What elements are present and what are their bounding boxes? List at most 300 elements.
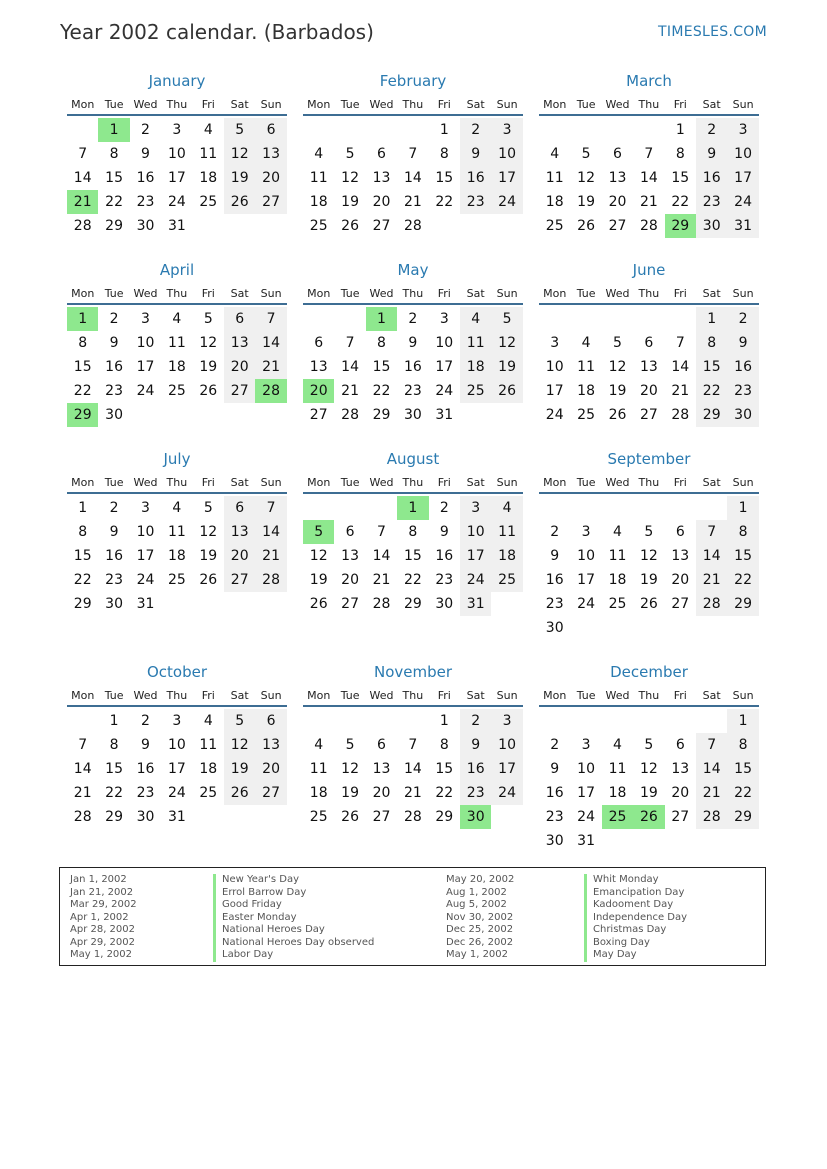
- month-name: April: [159, 261, 195, 279]
- day-cell: 28: [73, 809, 92, 825]
- day-cell: 7: [408, 737, 418, 753]
- day-cell: 24: [136, 383, 155, 399]
- day-cell: 10: [460, 520, 491, 544]
- month-name: August: [386, 450, 440, 468]
- day-cell: 11: [460, 331, 491, 355]
- day-cell: 19: [224, 166, 255, 190]
- holiday-date: Mar 29, 2002: [70, 899, 137, 910]
- weekday-header: Sat: [466, 689, 485, 702]
- weekday-header: Thu: [402, 287, 424, 300]
- day-cell: 6: [675, 737, 685, 753]
- day-cell: 11: [309, 170, 328, 186]
- day-cell: 11: [545, 170, 564, 186]
- day-cell: 29: [372, 407, 391, 423]
- day-cell: 16: [696, 166, 727, 190]
- day-cell: 19: [199, 359, 218, 375]
- weekday-header: Tue: [576, 287, 596, 300]
- day-cell: 19: [639, 785, 658, 801]
- weekday-header: Tue: [104, 689, 124, 702]
- day-cell: 12: [341, 761, 359, 777]
- day-cell: 17: [435, 359, 454, 375]
- day-cell: 1: [696, 307, 727, 331]
- day-cell: 8: [727, 520, 758, 544]
- day-cell: 10: [577, 548, 595, 564]
- day-cell: 15: [671, 170, 690, 186]
- day-cell: 6: [255, 709, 286, 733]
- day-cell: 20: [341, 572, 359, 588]
- weekday-header: Sun: [260, 287, 282, 300]
- day-cell: 9: [727, 331, 758, 355]
- day-cell: 16: [727, 355, 758, 379]
- day-cell: 5: [345, 737, 355, 753]
- day-cell: 17: [545, 383, 564, 399]
- day-cell: 27: [608, 218, 627, 234]
- day-cell: 17: [167, 170, 186, 186]
- weekday-header: Wed: [133, 287, 158, 300]
- day-cell: 1: [675, 122, 685, 138]
- day-cell: 3: [491, 709, 522, 733]
- day-cell: 24: [577, 809, 595, 825]
- weekday-header: Fri: [437, 98, 451, 111]
- day-cell: 16: [136, 170, 155, 186]
- day-cell: 24: [491, 781, 522, 805]
- weekday-header: Sun: [260, 98, 282, 111]
- day-cell: 14: [73, 761, 92, 777]
- month-divider: [67, 114, 287, 116]
- holiday-name: Independence Day: [584, 912, 687, 925]
- day-cell: 25: [608, 596, 627, 612]
- day-cell: 28: [671, 407, 690, 423]
- day-cell: 6: [314, 335, 324, 351]
- day-cell: 4: [460, 307, 491, 331]
- day-cell: 20: [671, 572, 690, 588]
- day-cell: 26: [341, 809, 359, 825]
- day-cell: 2: [439, 500, 449, 516]
- day-cell: 18: [577, 383, 595, 399]
- month-divider: [67, 705, 287, 707]
- day-cell: 14: [403, 170, 422, 186]
- day-cell: 28: [73, 218, 92, 234]
- month-name: February: [379, 72, 447, 90]
- day-cell: 10: [577, 761, 595, 777]
- day-cell: 23: [696, 190, 727, 214]
- day-cell: 11: [491, 520, 522, 544]
- holiday-name: New Year's Day: [213, 874, 299, 887]
- weekday-header: Mon: [307, 287, 331, 300]
- day-cell: 5: [203, 500, 213, 516]
- day-cell: 14: [671, 359, 690, 375]
- month-divider: [67, 492, 287, 494]
- day-cell: 22: [727, 568, 758, 592]
- weekday-header: Wed: [369, 476, 394, 489]
- day-cell: 23: [435, 572, 454, 588]
- day-cell: 26: [199, 383, 218, 399]
- day-cell: 4: [581, 335, 591, 351]
- holiday-day-cell: 20: [303, 379, 334, 403]
- day-cell: 12: [224, 733, 255, 757]
- day-cell: 12: [309, 548, 328, 564]
- day-cell: 3: [550, 335, 560, 351]
- day-cell: 5: [491, 307, 522, 331]
- day-cell: 10: [727, 142, 758, 166]
- day-cell: 29: [696, 403, 727, 427]
- day-cell: 23: [403, 383, 422, 399]
- day-cell: 23: [136, 194, 155, 210]
- day-cell: 9: [460, 733, 491, 757]
- day-cell: 22: [73, 572, 92, 588]
- weekday-header: Thu: [402, 98, 424, 111]
- day-cell: 18: [608, 785, 627, 801]
- holiday-date: Jan 1, 2002: [70, 874, 127, 885]
- day-cell: 4: [314, 737, 324, 753]
- weekday-header: Mon: [71, 689, 95, 702]
- day-cell: 7: [675, 335, 685, 351]
- day-cell: 22: [727, 781, 758, 805]
- day-cell: 31: [167, 809, 186, 825]
- day-cell: 10: [545, 359, 564, 375]
- day-cell: 17: [491, 166, 522, 190]
- day-cell: 15: [403, 548, 422, 564]
- weekday-header: Mon: [71, 476, 95, 489]
- day-cell: 20: [255, 166, 286, 190]
- day-cell: 12: [199, 335, 218, 351]
- day-cell: 7: [78, 146, 88, 162]
- holiday-name: National Heroes Day: [213, 924, 325, 937]
- day-cell: 5: [345, 146, 355, 162]
- day-cell: 21: [639, 194, 658, 210]
- day-cell: 24: [167, 785, 186, 801]
- weekday-header: Sat: [702, 287, 721, 300]
- weekday-header: Sun: [496, 689, 518, 702]
- day-cell: 28: [639, 218, 658, 234]
- weekday-header: Sat: [230, 689, 249, 702]
- weekday-header: Wed: [605, 476, 630, 489]
- day-cell: 31: [167, 218, 186, 234]
- day-cell: 29: [727, 805, 758, 829]
- holiday-day-cell: 26: [633, 805, 664, 829]
- weekday-header: Fri: [201, 98, 215, 111]
- day-cell: 21: [255, 355, 286, 379]
- day-cell: 31: [577, 833, 595, 849]
- weekday-header: Tue: [340, 98, 360, 111]
- day-cell: 7: [696, 733, 727, 757]
- day-cell: 5: [203, 311, 213, 327]
- day-cell: 27: [372, 809, 391, 825]
- weekday-header: Wed: [605, 98, 630, 111]
- day-cell: 16: [105, 359, 123, 375]
- day-cell: 30: [136, 809, 155, 825]
- weekday-header: Fri: [673, 476, 687, 489]
- day-cell: 13: [224, 331, 255, 355]
- day-cell: 8: [439, 146, 449, 162]
- day-cell: 12: [199, 524, 218, 540]
- weekday-header: Tue: [340, 689, 360, 702]
- weekday-header: Fri: [673, 689, 687, 702]
- holiday-date: Jan 21, 2002: [70, 886, 134, 898]
- holiday-date: Apr 1, 2002: [70, 911, 129, 923]
- day-cell: 17: [577, 785, 595, 801]
- day-cell: 18: [199, 170, 218, 186]
- day-cell: 27: [341, 596, 359, 612]
- day-cell: 24: [435, 383, 454, 399]
- weekday-header: Thu: [638, 98, 660, 111]
- day-cell: 26: [341, 218, 359, 234]
- day-cell: 4: [172, 311, 182, 327]
- day-cell: 9: [109, 335, 119, 351]
- holiday-name: Emancipation Day: [584, 887, 684, 900]
- day-cell: 14: [255, 520, 286, 544]
- day-cell: 24: [491, 190, 522, 214]
- day-cell: 30: [545, 620, 564, 636]
- weekday-header: Wed: [605, 287, 630, 300]
- day-cell: 6: [255, 118, 286, 142]
- day-cell: 7: [78, 737, 88, 753]
- day-cell: 4: [550, 146, 560, 162]
- day-cell: 21: [255, 544, 286, 568]
- weekday-header: Sat: [466, 287, 485, 300]
- day-cell: 3: [727, 118, 758, 142]
- month-name: December: [610, 663, 688, 681]
- day-cell: 7: [377, 524, 386, 540]
- day-cell: 8: [78, 335, 88, 351]
- weekday-header: Fri: [201, 287, 215, 300]
- day-cell: 25: [545, 218, 564, 234]
- day-cell: 3: [141, 500, 150, 516]
- day-cell: 3: [581, 524, 591, 540]
- month-divider: [539, 492, 759, 494]
- day-cell: 7: [408, 146, 418, 162]
- day-cell: 22: [105, 785, 123, 801]
- weekday-header: Sat: [702, 98, 721, 111]
- weekday-header: Sat: [230, 287, 249, 300]
- holiday-day-cell: 1: [98, 118, 129, 142]
- day-cell: 14: [639, 170, 658, 186]
- weekday-header: Sat: [702, 476, 721, 489]
- holiday-date: Apr 28, 2002: [70, 924, 136, 935]
- day-cell: 24: [460, 568, 491, 592]
- weekday-header: Mon: [543, 476, 567, 489]
- day-cell: 27: [309, 407, 328, 423]
- weekday-header: Tue: [576, 689, 596, 702]
- holiday-day-cell: 21: [67, 190, 98, 214]
- day-cell: 17: [136, 548, 155, 564]
- day-cell: 25: [491, 568, 522, 592]
- day-cell: 30: [435, 596, 454, 612]
- day-cell: 24: [545, 407, 564, 423]
- day-cell: 18: [460, 355, 491, 379]
- day-cell: 29: [105, 809, 123, 825]
- weekday-header: Thu: [166, 287, 188, 300]
- day-cell: 9: [460, 142, 491, 166]
- day-cell: 21: [372, 572, 391, 588]
- day-cell: 16: [545, 572, 564, 588]
- month-divider: [539, 705, 759, 707]
- day-cell: 21: [73, 785, 92, 801]
- holiday-date: May 20, 2002: [446, 874, 515, 885]
- day-cell: 6: [224, 496, 255, 520]
- day-cell: 8: [696, 331, 727, 355]
- weekday-header: Sat: [466, 98, 485, 111]
- weekday-header: Mon: [543, 98, 567, 111]
- month-divider: [67, 303, 287, 305]
- weekday-header: Tue: [104, 476, 124, 489]
- holiday-date: Dec 25, 2002: [446, 924, 514, 935]
- weekday-header: Sat: [702, 689, 721, 702]
- day-cell: 24: [136, 572, 155, 588]
- day-cell: 9: [141, 146, 150, 162]
- weekday-header: Sun: [260, 476, 282, 489]
- day-cell: 25: [309, 809, 328, 825]
- day-cell: 9: [550, 761, 560, 777]
- holiday-name: Kadooment Day: [584, 899, 673, 912]
- day-cell: 15: [696, 355, 727, 379]
- month-name: January: [148, 72, 206, 90]
- weekday-header: Fri: [673, 98, 687, 111]
- day-cell: 29: [105, 218, 123, 234]
- day-cell: 21: [696, 781, 727, 805]
- month-divider: [539, 114, 759, 116]
- day-cell: 25: [199, 785, 218, 801]
- day-cell: 7: [644, 146, 654, 162]
- day-cell: 30: [545, 833, 564, 849]
- weekday-header: Wed: [133, 476, 158, 489]
- day-cell: 22: [435, 785, 454, 801]
- month-name: May: [397, 261, 429, 279]
- month-name: October: [146, 663, 208, 681]
- holiday-day-cell: 1: [67, 307, 98, 331]
- day-cell: 5: [581, 146, 591, 162]
- day-cell: 13: [671, 548, 690, 564]
- day-cell: 28: [403, 218, 422, 234]
- holiday-name: Labor Day: [213, 949, 273, 962]
- holiday-day-cell: 29: [67, 403, 98, 427]
- day-cell: 2: [550, 737, 560, 753]
- weekday-header: Thu: [402, 689, 424, 702]
- holiday-name: Errol Barrow Day: [213, 887, 306, 900]
- weekday-header: Thu: [638, 287, 660, 300]
- day-cell: 21: [341, 383, 359, 399]
- month-name: June: [632, 261, 666, 279]
- day-cell: 10: [136, 335, 155, 351]
- day-cell: 1: [439, 713, 449, 729]
- day-cell: 13: [639, 359, 658, 375]
- day-cell: 23: [105, 383, 123, 399]
- day-cell: 25: [309, 218, 328, 234]
- day-cell: 21: [671, 383, 690, 399]
- day-cell: 11: [577, 359, 595, 375]
- day-cell: 13: [255, 733, 286, 757]
- day-cell: 20: [224, 355, 255, 379]
- day-cell: 15: [435, 170, 454, 186]
- day-cell: 16: [136, 761, 155, 777]
- day-cell: 19: [199, 548, 218, 564]
- day-cell: 13: [608, 170, 627, 186]
- weekday-header: Sat: [230, 98, 249, 111]
- day-cell: 6: [345, 524, 355, 540]
- day-cell: 26: [199, 572, 218, 588]
- day-cell: 12: [577, 170, 595, 186]
- weekday-header: Wed: [369, 98, 394, 111]
- weekday-header: Sun: [496, 476, 518, 489]
- day-cell: 8: [675, 146, 685, 162]
- day-cell: 10: [167, 737, 186, 753]
- day-cell: 1: [78, 500, 88, 516]
- day-cell: 22: [403, 572, 422, 588]
- day-cell: 5: [224, 118, 255, 142]
- weekday-header: Mon: [543, 689, 567, 702]
- day-cell: 2: [141, 713, 150, 729]
- day-cell: 28: [255, 568, 286, 592]
- day-cell: 16: [105, 548, 123, 564]
- day-cell: 9: [408, 335, 418, 351]
- day-cell: 14: [403, 761, 422, 777]
- day-cell: 10: [136, 524, 155, 540]
- day-cell: 20: [608, 194, 627, 210]
- day-cell: 5: [224, 709, 255, 733]
- weekday-header: Fri: [201, 689, 215, 702]
- weekday-header: Fri: [437, 287, 451, 300]
- day-cell: 9: [696, 142, 727, 166]
- holiday-day-cell: 28: [255, 379, 286, 403]
- day-cell: 8: [408, 524, 418, 540]
- day-cell: 27: [639, 407, 658, 423]
- day-cell: 2: [727, 307, 758, 331]
- day-cell: 12: [639, 548, 658, 564]
- day-cell: 8: [439, 737, 449, 753]
- day-cell: 17: [727, 166, 758, 190]
- day-cell: 10: [491, 733, 522, 757]
- day-cell: 15: [727, 757, 758, 781]
- holiday-date: Apr 29, 2002: [70, 936, 136, 948]
- weekday-header: Wed: [369, 689, 394, 702]
- weekday-header: Sun: [260, 689, 282, 702]
- day-cell: 23: [727, 379, 758, 403]
- holiday-name: Boxing Day: [584, 937, 650, 950]
- day-cell: 14: [372, 548, 391, 564]
- day-cell: 4: [613, 737, 622, 753]
- day-cell: 27: [372, 218, 391, 234]
- day-cell: 2: [109, 500, 119, 516]
- weekday-header: Mon: [307, 689, 331, 702]
- weekday-header: Sat: [466, 476, 485, 489]
- holiday-name: Christmas Day: [584, 924, 666, 937]
- day-cell: 18: [167, 548, 186, 564]
- day-cell: 19: [608, 383, 627, 399]
- day-cell: 30: [696, 214, 727, 238]
- day-cell: 8: [109, 737, 119, 753]
- day-cell: 30: [136, 218, 155, 234]
- weekday-header: Sun: [732, 689, 754, 702]
- day-cell: 31: [460, 592, 491, 616]
- brand-logo[interactable]: TIMESLES.COM: [658, 24, 767, 40]
- day-cell: 1: [727, 496, 758, 520]
- weekday-header: Mon: [71, 98, 95, 111]
- day-cell: 27: [671, 596, 690, 612]
- day-cell: 16: [460, 166, 491, 190]
- day-cell: 13: [224, 520, 255, 544]
- weekday-header: Sat: [230, 476, 249, 489]
- day-cell: 9: [550, 548, 560, 564]
- day-cell: 4: [172, 500, 182, 516]
- holiday-day-cell: 5: [303, 520, 334, 544]
- weekday-header: Thu: [638, 476, 660, 489]
- weekday-header: Thu: [166, 98, 188, 111]
- day-cell: 4: [203, 122, 213, 138]
- day-cell: 6: [377, 737, 386, 753]
- day-cell: 8: [109, 146, 119, 162]
- month-divider: [303, 114, 523, 116]
- day-cell: 29: [73, 596, 92, 612]
